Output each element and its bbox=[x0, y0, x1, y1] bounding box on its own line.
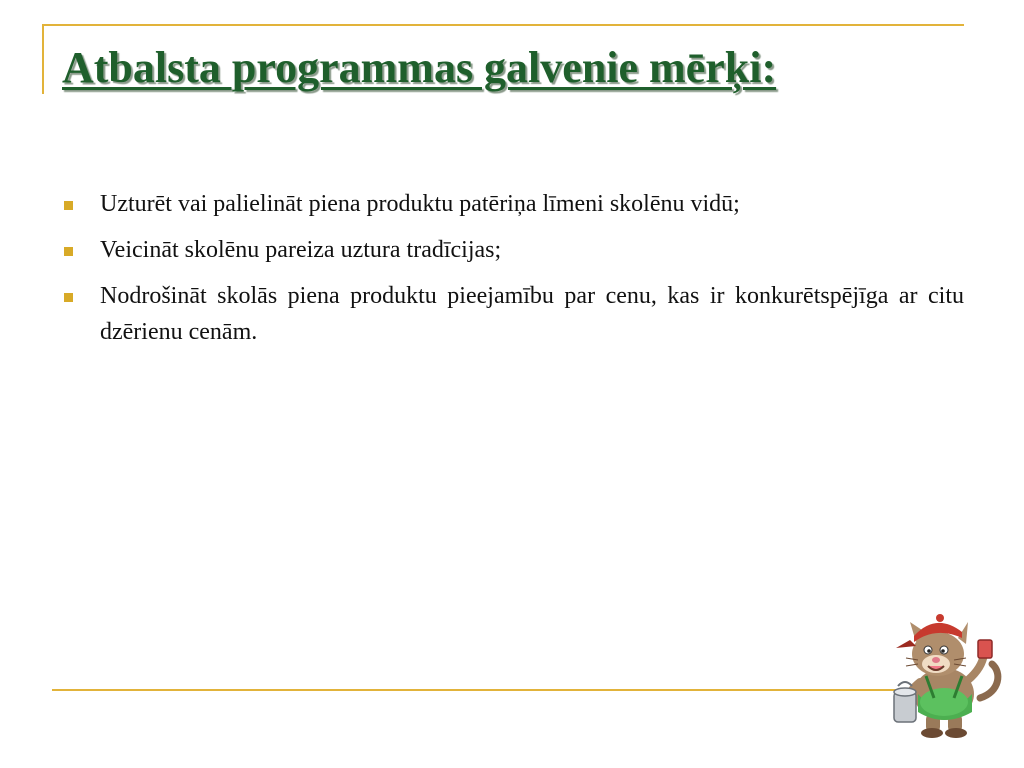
cat-mascot-icon bbox=[888, 602, 1006, 740]
square-bullet-icon bbox=[64, 293, 73, 302]
bullet-text: Uzturēt vai palielināt piena produktu patēriņa līmeni skolēnu vidū; bbox=[100, 191, 740, 217]
slide-title: Atbalsta programmas galvenie mērķi: bbox=[62, 43, 777, 92]
bullet-text: Veicināt skolēnu pareiza uztura tradīcijas; bbox=[100, 237, 502, 263]
bullet-text: Nodrošināt skolās piena produktu pieejamību par cenu, kas ir konkurētspējīga ar citu dzērienu cenām. bbox=[100, 283, 964, 345]
square-bullet-icon bbox=[64, 201, 73, 210]
bullet-item-1 bbox=[62, 186, 964, 222]
bullet-item-3 bbox=[62, 278, 964, 350]
bullet-item-2 bbox=[62, 232, 964, 268]
square-bullet-icon bbox=[64, 247, 73, 256]
left-accent-line bbox=[42, 24, 44, 94]
bottom-divider-line bbox=[52, 689, 898, 691]
bullet-list bbox=[62, 186, 964, 360]
top-divider-line bbox=[42, 24, 964, 26]
